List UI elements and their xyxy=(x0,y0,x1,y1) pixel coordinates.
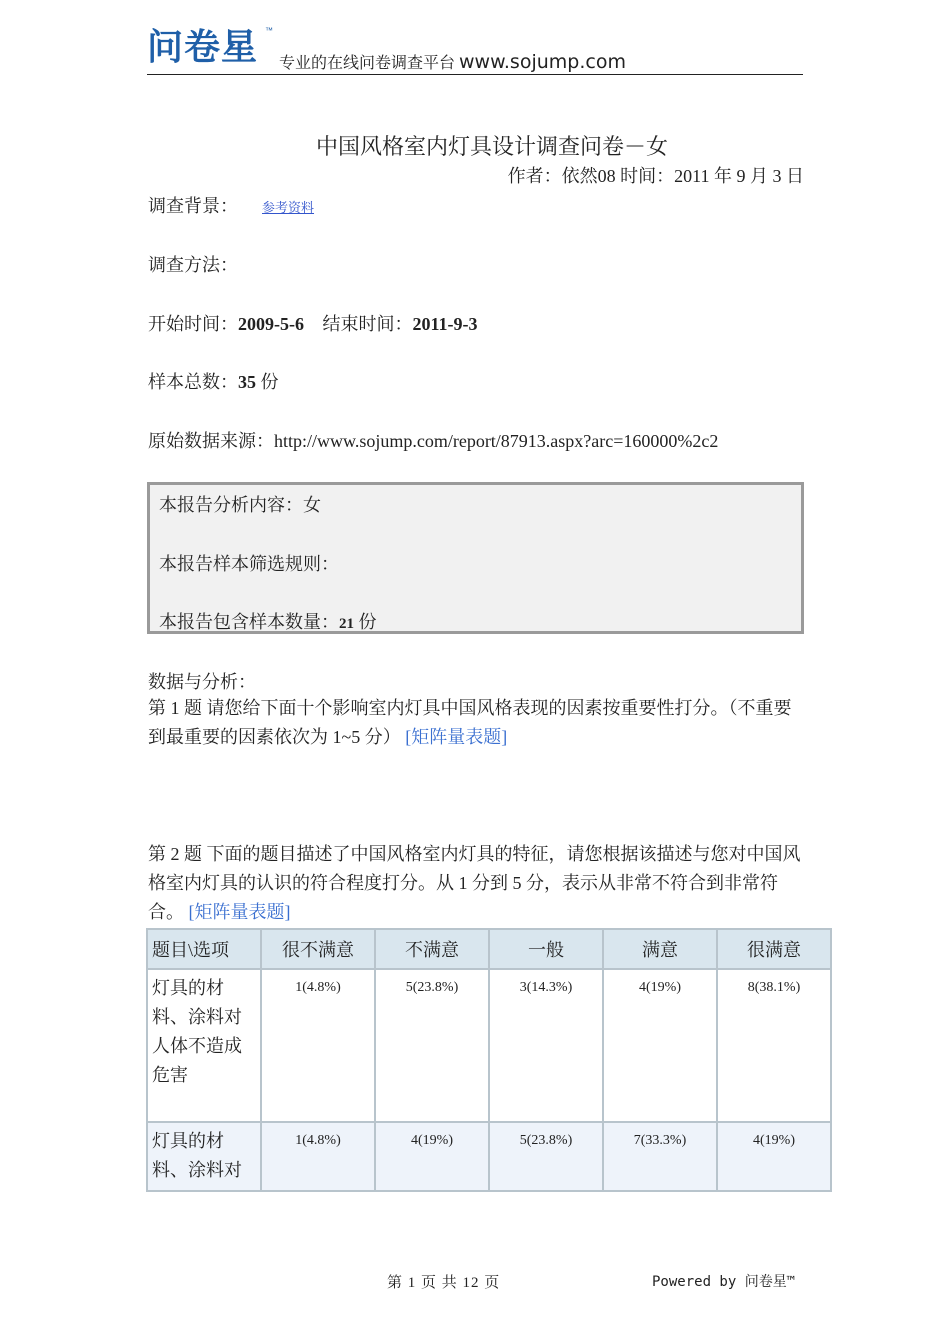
source-url[interactable]: http://www.sojump.com/report/87913.aspx?arc=160000%2c2 xyxy=(274,431,719,451)
table-cell: 5(23.8%) xyxy=(375,969,489,1122)
filter-count-unit: 份 xyxy=(358,612,377,632)
sample-row xyxy=(148,368,279,394)
end-label: 结束时间： xyxy=(322,314,413,334)
table-header-cell: 满意 xyxy=(603,929,717,969)
filter-count-value: 21 xyxy=(339,616,354,632)
table-header-cell: 一般 xyxy=(489,929,603,969)
filter-content-line: 本报告分析内容：女 xyxy=(159,495,321,515)
table-row xyxy=(147,969,831,1122)
report-byline: 作者：依然08 时间：2011 年 9 月 3 日 xyxy=(507,166,804,186)
background-row xyxy=(148,192,314,218)
filter-rule-line: 本报告样本筛选规则： xyxy=(159,554,339,574)
end-value: 2011-9-3 xyxy=(412,314,478,334)
source-label: 原始数据来源： xyxy=(148,431,274,451)
question-2-type-tag[interactable]: [矩阵量表题] xyxy=(188,902,291,922)
question-2-text: 第 2 题 下面的题目描述了中国风格室内灯具的特征，请您根据该描述与您对中国风格室内灯具的认识的符合程度打分。从 1 分到 5 分，表示从非常不符合到非常符合。 xyxy=(148,844,801,922)
page-number: 第 1 页 共 12 页 xyxy=(387,1275,501,1291)
analysis-heading: 数据与分析： xyxy=(148,672,256,692)
table-cell: 1(4.8%) xyxy=(261,1122,375,1191)
row-label: 灯具的材料、涂料对人体不造成危害 xyxy=(147,969,261,1122)
table-header-cell: 很不满意 xyxy=(261,929,375,969)
table-cell: 4(19%) xyxy=(603,969,717,1122)
filter-count-line xyxy=(159,608,377,634)
table-cell: 5(23.8%) xyxy=(489,1122,603,1191)
tagline-url[interactable]: www.sojump.com xyxy=(459,51,626,73)
table-cell: 4(19%) xyxy=(717,1122,831,1191)
header-tagline xyxy=(279,50,626,73)
question-2 xyxy=(148,840,808,927)
header-divider xyxy=(147,74,803,75)
table-row xyxy=(147,1122,831,1191)
results-table xyxy=(146,928,832,1192)
brand-logo xyxy=(147,26,273,68)
source-row xyxy=(148,427,718,453)
filter-count-label: 本报告包含样本数量： xyxy=(159,612,339,632)
trademark-mark: ™ xyxy=(265,26,273,35)
reference-link[interactable]: 参考资料 xyxy=(262,200,315,215)
table-header-cell: 不满意 xyxy=(375,929,489,969)
sample-label: 样本总数： xyxy=(148,372,238,392)
method-label: 调查方法： xyxy=(148,255,238,275)
time-row xyxy=(148,310,478,336)
tagline-text: 专业的在线问卷调查平台 xyxy=(279,55,456,72)
question-1-text: 第 1 题 请您给下面十个影响室内灯具中国风格表现的因素按重要性打分。（不重要到最重要的因素依次为 1~5 分） xyxy=(148,698,792,747)
logo-text: 问卷星 xyxy=(147,27,259,68)
background-label: 调查背景： xyxy=(148,196,238,216)
method-row xyxy=(148,251,238,277)
table-header-cell: 很满意 xyxy=(717,929,831,969)
question-1-type-tag[interactable]: [矩阵量表题] xyxy=(405,727,508,747)
sample-unit: 份 xyxy=(260,372,279,392)
filter-box xyxy=(147,482,804,634)
table-cell: 7(33.3%) xyxy=(603,1122,717,1191)
table-header-cell: 题目\选项 xyxy=(147,929,261,969)
question-1 xyxy=(148,694,808,752)
powered-by: Powered by 问卷星™ xyxy=(652,1274,796,1290)
table-cell: 8(38.1%) xyxy=(717,969,831,1122)
row-label: 灯具的材料、涂料对 xyxy=(147,1122,261,1191)
table-cell: 1(4.8%) xyxy=(261,969,375,1122)
table-header-row xyxy=(147,929,831,969)
start-value: 2009-5-6 xyxy=(238,314,304,334)
report-title: 中国风格室内灯具设计调查问卷－女 xyxy=(315,134,668,159)
table-cell: 4(19%) xyxy=(375,1122,489,1191)
sample-value: 35 xyxy=(238,372,256,392)
start-label: 开始时间： xyxy=(148,314,238,334)
table-cell: 3(14.3%) xyxy=(489,969,603,1122)
